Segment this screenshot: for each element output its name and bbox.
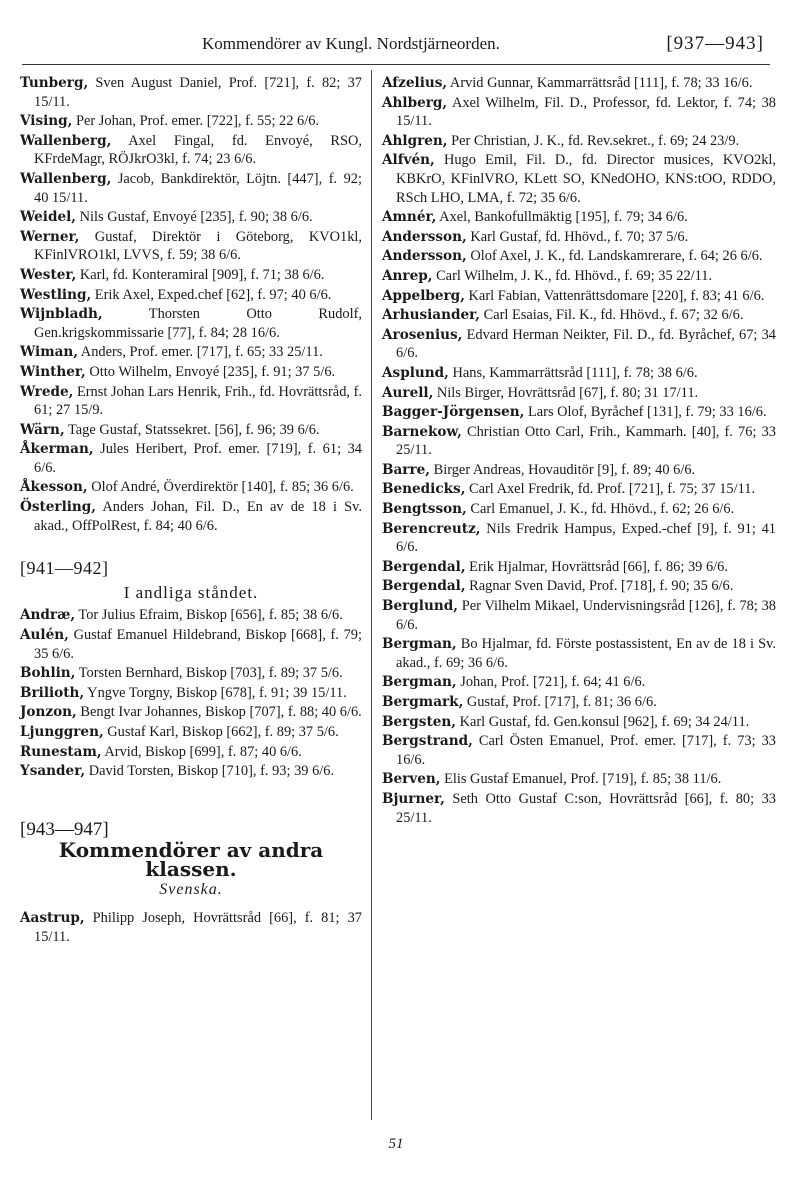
directory-entry [382,403,776,422]
entry-name: Bergsten, [382,713,457,730]
entry-details: Seth Otto Gustaf C:son, Hovrättsråd [66], f. 80; 33 25/11. [396,790,776,826]
entry-details: Anders, Prof. emer. [717], f. 65; 33 25/11. [78,344,323,361]
entry-details: Christian Otto Carl, Frih., Kammarh. [40], f. 76; 33 25/11. [396,423,776,459]
entry-name: Barre, [382,461,431,478]
directory-entry [382,500,776,519]
entry-name: Arhusiander, [382,307,481,324]
entry-name: Westling, [20,286,92,303]
entry-name: Benedicks, [382,481,466,498]
entry-details: Arvid Gunnar, Kammarrättsråd [111], f. 78; 33 16/6. [447,75,753,91]
entry-name: Jonzon, [20,704,77,721]
directory-entry [20,228,362,265]
section-heading-second-class: Kommendörer av andra klassen. [58,838,324,881]
entry-name: Runestam, [20,743,102,760]
entry-details: Ragnar Sven David, Prof. [718], f. 90; 35 6/6. [465,578,734,595]
directory-entry [20,266,362,285]
entry-details: Bo Hjalmar, fd. Förste postassistent, En av de 18 i Sv. akad., f. 69; 36 6/6. [396,636,776,671]
entry-details: Karl Fabian, Vattenrättsdomare [220], f. 83; 41 6/6. [464,287,765,304]
entry-name: Andræ, [20,607,76,624]
entry-name: Åkerman, [20,441,94,458]
directory-entry [382,267,776,286]
directory-entry [20,74,362,111]
directory-entry [382,74,776,93]
directory-entry [20,743,362,762]
entry-name: Wrede, [20,383,74,400]
entry-details: Jacob, Bankdirektör, Löjtn. [447], f. 92; 40 15/11. [34,170,362,206]
entry-details: Axel Fingal, fd. Envoyé, RSO, KFrdeMagr, RÖJkrO3kl, f. 74; 23 6/6. [34,132,362,168]
directory-entry [20,478,362,497]
entry-name: Weidel, [20,209,77,226]
right-column [382,74,776,828]
directory-entry [382,577,776,596]
directory-entry [20,762,362,781]
entry-details: Gustaf, Prof. [717], f. 81; 36 6/6. [463,694,657,710]
page-number: 51 [388,1136,404,1152]
directory-entry [382,673,776,692]
directory-entry [20,440,362,477]
entry-details: Elis Gustaf Emanuel, Prof. [719], f. 85; 38 11/6. [440,771,722,788]
entry-details: David Torsten, Biskop [710], f. 93; 39 6/6. [85,763,335,780]
entry-details: Philipp Joseph, Hovrättsråd [66], f. 81; 37 15/11. [34,910,362,945]
entry-details: Hugo Emil, Fil. D., fd. Director musices, KVO2kl, KBKrO, KFinlVRO, KLett SO, KNedOHO, KNS:tOO, RDDO, RSch LHO, LMA, f. 72; 35 6/6. [396,152,776,206]
entry-details: Axel Wilhelm, Fil. D., Professor, fd. Lektor, f. 74; 38 15/11. [396,94,776,130]
entry-details: Karl Gustaf, fd. Hhövd., f. 70; 37 5/6. [466,228,689,245]
entry-details: Johan, Prof. [721], f. 64; 41 6/6. [456,674,646,691]
entry-name: Andersson, [382,228,467,245]
entry-name: Wallenberg, [20,132,112,149]
directory-entry [20,363,362,382]
entry-name: Ahlberg, [382,94,448,111]
directory-entry [382,635,776,672]
directory-entry [20,664,362,683]
directory-entry [382,247,776,266]
entry-details: Karl Gustaf, fd. Gen.konsul [962], f. 69; 34 24/11. [456,713,750,730]
entry-details: Erik Axel, Exped.chef [62], f. 97; 40 6/6. [91,286,332,303]
entry-details: Nils Birger, Hovrättsråd [67], f. 80; 31 17/11. [433,384,699,401]
entry-details: Carl Östen Emanuel, Prof. emer. [717], f. 73; 33 16/6. [396,733,776,768]
directory-entry [382,208,776,227]
section-heading-clergy: I andliga ståndet. [123,582,259,602]
page-range: [937—943] [666,33,764,54]
entry-details: Tage Gustaf, Statssekret. [56], f. 96; 39 6/6. [64,421,320,438]
entry-name: Bergmark, [382,694,464,710]
entry-name: Ysander, [20,763,86,780]
entry-details: Karl, fd. Konteramiral [909], f. 71; 38 6/6. [76,266,325,283]
column-divider [371,70,372,1120]
entry-name: Berven, [382,771,441,788]
entry-name: Winther, [20,363,86,380]
entry-name: Vising, [20,113,73,130]
entry-name: Afzelius, [382,75,448,91]
directory-entry [382,423,776,460]
directory-entry [382,306,776,325]
entry-details: Lars Olof, Byråchef [131], f. 79; 33 16/6. [524,404,767,421]
directory-entry [382,713,776,732]
entry-details: Carl Wilhelm, J. K., fd. Hhövd., f. 69; 35 22/11. [432,267,713,284]
entry-name: Wester, [20,266,77,283]
entry-name: Wiman, [20,344,78,361]
directory-entry [382,364,776,383]
entry-details: Carl Axel Fredrik, fd. Prof. [721], f. 75; 37 15/11. [465,481,756,498]
entry-details: Erik Hjalmar, Hovrättsråd [66], f. 86; 39 6/6. [465,558,728,575]
entry-details: Olof André, Överdirektör [140], f. 85; 36 6/6. [87,479,354,496]
entry-details: Birger Andreas, Hovauditör [9], f. 89; 40 6/6. [430,461,696,478]
entry-name: Werner, [20,228,80,245]
entry-name: Bengtsson, [382,501,467,518]
entry-details: Gustaf, Direktör i Göteborg, KVO1kl, KFinlVRO1kl, LVVS, f. 59; 38 6/6. [34,228,362,264]
entry-details: Yngve Torgny, Biskop [678], f. 91; 39 15/11. [84,684,347,701]
entry-details: Ernst Johan Lars Henrik, Frih., fd. Hovrättsråd, f. 61; 27 15/9. [34,383,362,419]
entry-list-commanders [20,74,362,535]
directory-entry [382,480,776,499]
entry-details: Sven August Daniel, Prof. [721], f. 82; 37 15/11. [34,75,362,110]
entry-name: Bergman, [382,674,457,691]
entry-name: Bergendal, [382,558,466,575]
entry-details: Per Johan, Prof. emer. [722], f. 55; 22 6/6. [72,113,320,130]
directory-entry [20,383,362,420]
entry-details: Edvard Herman Neikter, Fil. D., fd. Byråchef, 67; 34 6/6. [396,326,776,362]
directory-entry [382,597,776,634]
entry-name: Aurell, [382,384,434,401]
directory-entry [382,94,776,131]
entry-name: Bjurner, [382,790,445,807]
directory-entry [382,384,776,403]
entry-name: Ljunggren, [20,724,104,740]
directory-entry [382,770,776,789]
entry-details: Thorsten Otto Rudolf, Gen.krigskommissarie [77], f. 84; 28 16/6. [34,306,362,341]
entry-details: Axel, Bankofullmäktig [195], f. 79; 34 6/6. [436,209,688,226]
directory-entry [382,732,776,769]
directory-entry [20,909,362,946]
entry-name: Bergman, [382,636,457,653]
entry-list-clergy [20,606,362,780]
directory-entry [382,520,776,557]
directory-entry [382,151,776,207]
directory-entry [20,286,362,305]
entry-name: Alfvén, [382,152,435,169]
entry-name: Berencreutz, [382,520,481,537]
entry-details: Tor Julius Efraim, Biskop [656], f. 85; 38 6/6. [75,607,343,624]
section-subheading-swedish: Svenska. [159,880,223,898]
section-range-943: [943—947] [20,818,109,840]
entry-name: Tunberg, [20,75,89,91]
entry-name: Ahlgren, [382,132,448,149]
entry-name: Wallenberg, [20,170,112,187]
entry-name: Wijnbladh, [20,306,103,323]
entry-details: Jules Heribert, Prof. emer. [719], f. 61; 34 6/6. [34,441,362,476]
entry-name: Andersson, [382,248,467,265]
entry-details: Bengt Ivar Johannes, Biskop [707], f. 88; 40 6/6. [76,704,362,721]
entry-details: Carl Esaias, Fil. K., fd. Hhövd., f. 67; 32 6/6. [480,307,744,324]
entry-list-right [382,74,776,827]
directory-entry [20,170,362,207]
entry-details: Arvid, Biskop [699], f. 87; 40 6/6. [101,743,302,760]
entry-name: Arosenius, [382,326,463,343]
directory-entry [382,693,776,712]
directory-entry [20,421,362,440]
entry-details: Gustaf Emanuel Hildebrand, Biskop [668], f. 79; 35 6/6. [34,627,362,662]
directory-entry [20,208,362,227]
entry-name: Amnér, [382,209,437,226]
directory-entry [382,228,776,247]
directory-entry [20,343,362,362]
directory-entry [382,132,776,151]
entry-name: Asplund, [382,364,449,381]
entry-details: Otto Wilhelm, Envoyé [235], f. 91; 37 5/6. [85,363,336,380]
entry-details: Nils Fredrik Hampus, Exped.-chef [9], f. 91; 41 6/6. [396,520,776,556]
section-range-941: [941—942] [20,558,109,579]
entry-details: Carl Emanuel, J. K., fd. Hhövd., f. 62; 26 6/6. [466,501,735,518]
directory-entry [20,498,362,535]
entry-name: Aastrup, [20,910,85,927]
entry-name: Bagger-Jörgensen, [382,404,525,421]
entry-name: Berglund, [382,598,458,615]
entry-details: Torsten Bernhard, Biskop [703], f. 89; 37 5/6. [75,665,343,682]
entry-details: Per Christian, J. K., fd. Rev.sekret., f. 69; 24 23/9. [447,132,740,149]
directory-entry [382,558,776,577]
directory-entry [20,723,362,742]
directory-entry [20,684,362,703]
directory-entry [20,112,362,131]
entry-name: Bergstrand, [382,733,473,750]
directory-entry [20,703,362,722]
directory-entry [20,626,362,663]
entry-details: Hans, Kammarrättsråd [111], f. 78; 38 6/6. [448,364,698,381]
entry-name: Åkesson, [20,479,88,496]
entry-details: Olof Axel, J. K., fd. Landskamrerare, f. 64; 26 6/6. [466,248,763,265]
running-header [24,34,768,62]
entry-name: Aulén, [20,627,69,644]
directory-entry [382,790,776,827]
entry-name: Barnekow, [382,423,462,440]
header-rule [22,64,770,65]
entry-details: Gustaf Karl, Biskop [662], f. 89; 37 5/6. [103,724,339,740]
directory-entry [20,606,362,625]
directory-entry [382,326,776,363]
entry-details: Anders Johan, Fil. D., En av de 18 i Sv. akad., OffPolRest, f. 84; 40 6/6. [34,499,362,534]
page-title: Kommendörer av Kungl. Nordstjärneorden. [202,34,500,53]
entry-name: Wärn, [20,421,65,438]
entry-list-second-class [20,909,362,946]
entry-name: Bergendal, [382,578,466,595]
directory-entry [20,305,362,342]
entry-name: Brilioth, [20,684,85,701]
entry-name: Appelberg, [382,287,465,304]
entry-name: Bohlin, [20,665,76,682]
entry-name: Österling, [20,499,97,516]
entry-details: Per Vilhelm Mikael, Undervisningsråd [126], f. 78; 38 6/6. [396,598,776,633]
entry-details: Nils Gustaf, Envoyé [235], f. 90; 38 6/6. [76,209,313,226]
entry-name: Anrep, [382,267,433,284]
directory-entry [382,287,776,306]
directory-entry [20,132,362,169]
directory-entry [382,461,776,480]
left-column [20,74,362,947]
